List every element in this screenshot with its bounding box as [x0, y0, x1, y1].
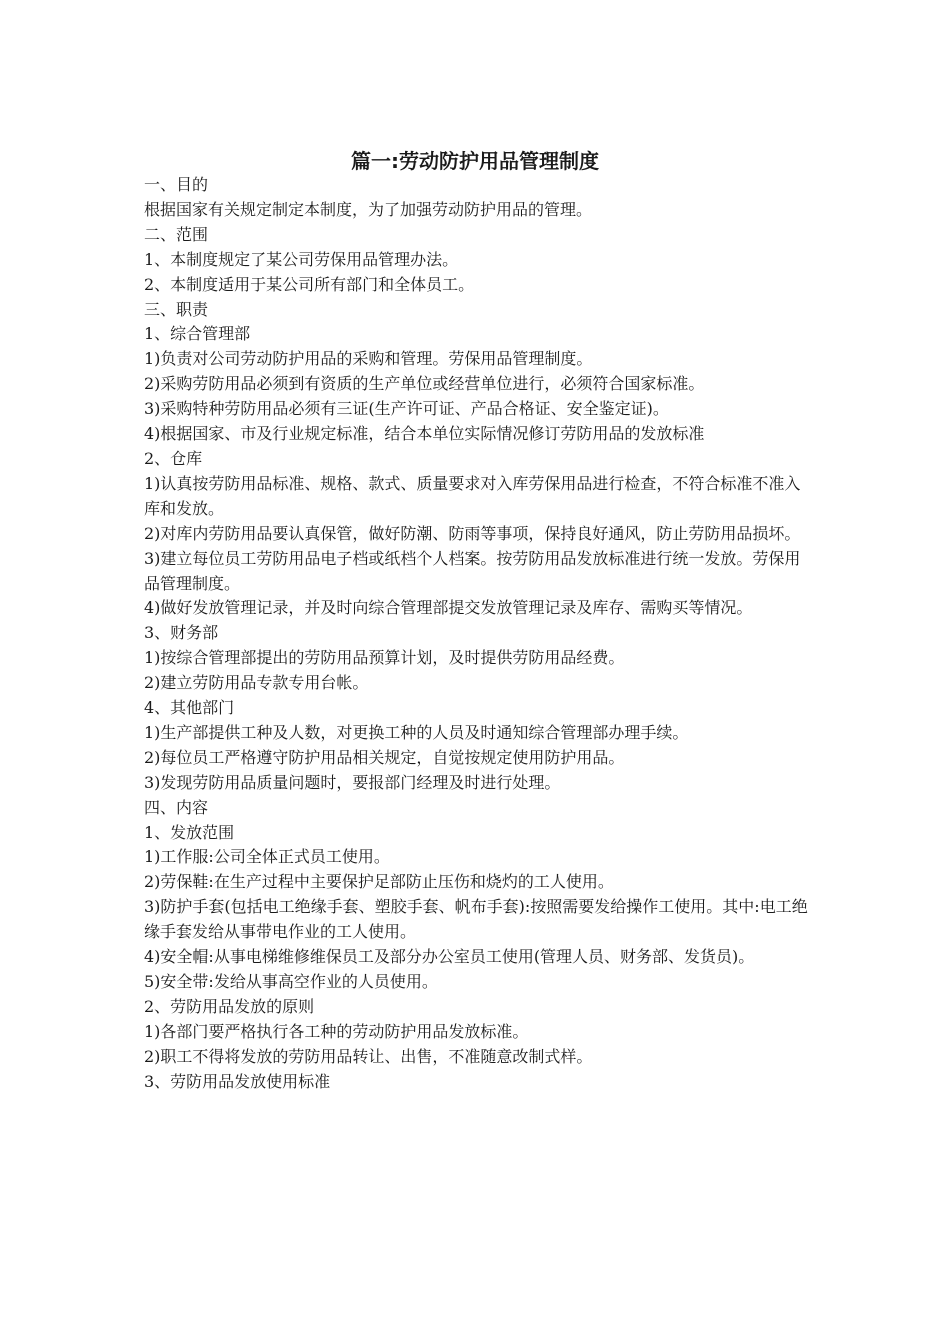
paragraph-line: 4)安全帽:从事电梯维修维保员工及部分办公室员工使用(管理人员、财务部、发货员)。 [144, 947, 755, 967]
paragraph-line: 1)负责对公司劳动防护用品的采购和管理。劳保用品管理制度。 [144, 349, 593, 369]
paragraph-line: 1)工作服:公司全体正式员工使用。 [144, 847, 390, 867]
subsection-heading: 1、发放范围 [144, 822, 235, 842]
paragraph-line: 1、本制度规定了某公司劳保用品管理办法。 [144, 249, 459, 269]
paragraph-line: 2)职工不得将发放的劳防用品转让、出售，不准随意改制式样。 [144, 1046, 593, 1066]
paragraph-line: 2)对库内劳防用品要认真保管，做好防潮、防雨等事项，保持良好通风，防止劳防用品损坏。 [144, 523, 801, 543]
paragraph-line: 1)认真按劳防用品标准、规格、款式、质量要求对入库劳保用品进行检查，不符合标准不准入库和发放。 [144, 473, 801, 518]
paragraph-line: 2)采购劳防用品必须到有资质的生产单位或经营单位进行，必须符合国家标准。 [144, 374, 705, 394]
section-heading: 四、内容 [144, 797, 209, 817]
paragraph-line: 4)根据国家、市及行业规定标准，结合本单位实际情况修订劳防用品的发放标准 [144, 424, 705, 444]
paragraph-line: 2)劳保鞋:在生产过程中主要保护足部防止压伤和烧灼的工人使用。 [144, 872, 614, 892]
paragraph-line: 2、本制度适用于某公司所有部门和全体员工。 [144, 274, 475, 294]
paragraph-line: 1)各部门要严格执行各工种的劳动防护用品发放标准。 [144, 1021, 529, 1041]
document-title: 篇一:劳动防护用品管理制度 [351, 149, 599, 173]
paragraph-line: 2)建立劳防用品专款专用台帐。 [144, 673, 369, 693]
section-heading: 三、职责 [144, 299, 209, 319]
paragraph-line: 3)建立每位员工劳防用品电子档或纸档个人档案。按劳防用品发放标准进行统一发放。劳保用品管理制度。 [144, 548, 801, 593]
paragraph-line: 1)生产部提供工种及人数，对更换工种的人员及时通知综合管理部办理手续。 [144, 722, 689, 742]
subsection-heading: 3、财务部 [144, 623, 219, 643]
paragraph-line: 4)做好发放管理记录，并及时向综合管理部提交发放管理记录及库存、需购买等情况。 [144, 598, 753, 618]
subsection-heading: 2、劳防用品发放的原则 [144, 996, 315, 1016]
paragraph-line: 根据国家有关规定制定本制度，为了加强劳动防护用品的管理。 [144, 199, 593, 219]
paragraph-line: 3)防护手套(包括电工绝缘手套、塑胶手套、帆布手套):按照需要发给操作工使用。其中:电工绝缘手套发给从事带电作业的工人使用。 [144, 897, 808, 942]
paragraph-line: 5)安全带:发给从事高空作业的人员使用。 [144, 972, 438, 991]
paragraph-line: 3)发现劳防用品质量问题时，要报部门经理及时进行处理。 [144, 772, 561, 792]
paragraph-line: 3)采购特种劳防用品必须有三证(生产许可证、产品合格证、安全鉴定证)。 [144, 399, 669, 419]
subsection-heading: 3、劳防用品发放使用标准 [144, 1071, 331, 1091]
subsection-heading: 4、其他部门 [144, 698, 235, 718]
paragraph-line: 2)每位员工严格遵守防护用品相关规定，自觉按规定使用防护用品。 [144, 747, 625, 767]
subsection-heading: 2、仓库 [144, 448, 203, 468]
section-heading: 二、范围 [144, 224, 209, 244]
document-body [144, 173, 808, 1095]
section-heading: 一、目的 [144, 175, 209, 194]
subsection-heading: 1、综合管理部 [144, 324, 251, 344]
paragraph-line: 1)按综合管理部提出的劳防用品预算计划，及时提供劳防用品经费。 [144, 648, 625, 668]
